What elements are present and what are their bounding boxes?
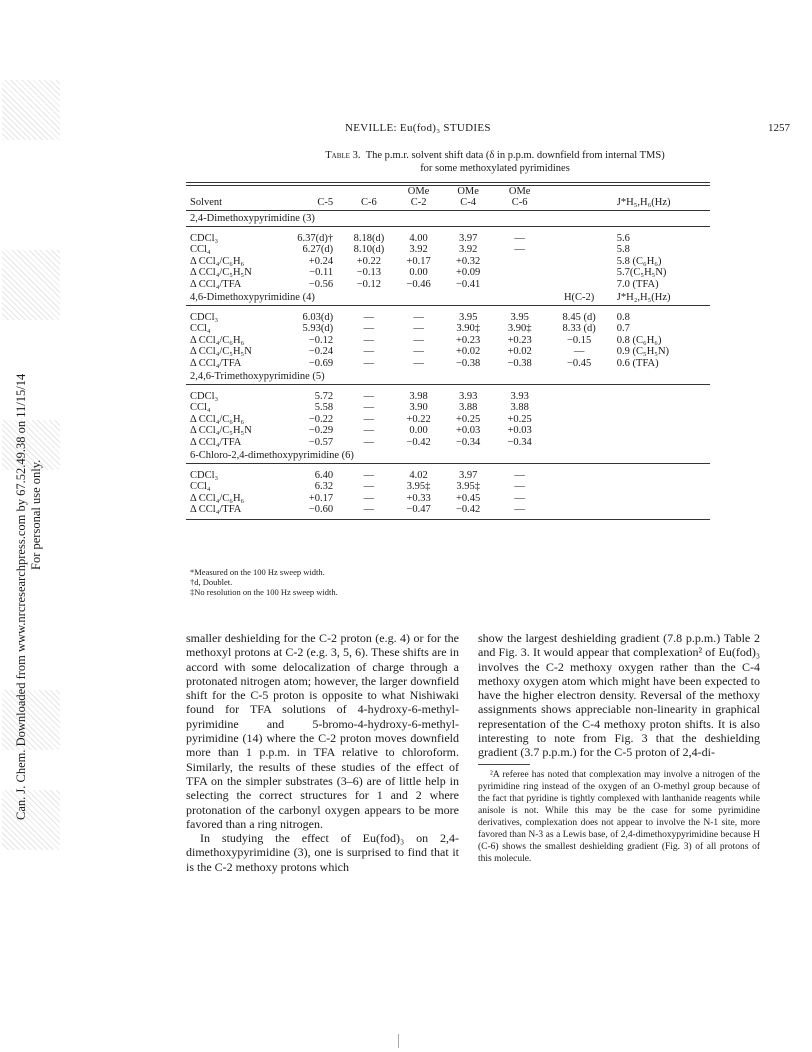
cell-c6: — (363, 436, 375, 448)
cell-c5: −0.60 (272, 504, 343, 519)
section-name: 6-Chloro-2,4-dimethoxypyrimidine (6) (186, 448, 545, 463)
cell-solvent: Δ CCl₄/C₅H₅N (190, 346, 252, 357)
cell-o4: 3.95‡ (456, 481, 480, 492)
cell-solvent: CDCl₃ (190, 469, 219, 481)
cell-hc2 (545, 279, 612, 291)
cell-c5: 6.40 (314, 469, 334, 481)
cell-o4: +0.03 (455, 425, 481, 436)
footnote: ‡No resolution on the 100 Hz sweep width. (190, 587, 338, 597)
table-row (186, 504, 710, 519)
table-row (186, 481, 710, 493)
table-row (186, 402, 710, 414)
cell-o2: — (413, 357, 424, 369)
cell-o2: −0.46 (406, 278, 431, 290)
cell-o6: 3.95 (510, 311, 529, 323)
cell-o6: 3.88 (510, 402, 529, 413)
cell-c5: −0.69 (308, 357, 334, 369)
cell-c6: — (363, 469, 375, 481)
table-row (186, 425, 710, 437)
cell-hc2: — (573, 346, 585, 357)
cell-hc2 (545, 425, 612, 437)
cell-j: 5.8 (C₆H₆) (616, 255, 662, 267)
shift-data-table (186, 182, 710, 520)
cell-solvent: CDCl₃ (190, 311, 219, 323)
cell-solvent: CDCl₃ (190, 390, 219, 402)
cell-c5: −0.22 (308, 413, 334, 425)
table-label: Table 3. (325, 150, 361, 161)
header-j: J*H₅,H₆(Hz) (613, 197, 710, 211)
cell-c6: — (363, 390, 375, 402)
cell-o6 (494, 279, 546, 291)
table-row (186, 335, 710, 347)
watermark-line-2: For personal use only. (29, 459, 43, 570)
cell-o6: — (514, 481, 525, 492)
cell-solvent: CCl₄ (190, 323, 211, 334)
cell-c6: — (363, 357, 375, 369)
cell-solvent: Δ CCl₄/C₅H₅N (190, 267, 252, 278)
footnote-2: ²A referee has noted that complexation may involve a nitrogen of the pyrimidine ring instead of the oxygen of an O-methyl group because of the fact that pyridine is tightly complexed with lanthanide reagents while anisole is not. While this may be the case for some pyrimidine derivatives, complexation does not appear to involve the N-1 site, more favored than N-3 as a Lewis base, of 2,4-dimethoxypyrimidine because H (C-6) shows the smallest deshielding gradient (Fig. 3) of all protons of this molecule. (478, 769, 760, 864)
cell-o2: — (413, 323, 424, 334)
cell-c5: 5.93(d) (302, 323, 334, 334)
section-name: 2,4,6-Trimethoxypyrimidine (5) (186, 369, 545, 384)
table-row (186, 437, 710, 449)
cell-j: 0.7 (616, 323, 630, 334)
section-header (186, 211, 710, 227)
section-j-header: J*H₂,H₅(Hz) (613, 290, 710, 305)
cell-c6: — (343, 504, 395, 519)
cell-o2: 4.02 (409, 469, 428, 481)
cell-c6: — (363, 425, 375, 436)
cell-hc2: 8.33 (d) (562, 323, 596, 334)
table-row (186, 414, 710, 426)
section-extra-header (545, 448, 612, 463)
cell-hc2 (545, 244, 612, 256)
cell-o2: 3.90 (409, 402, 428, 413)
cell-hc2 (545, 470, 612, 482)
cell-c5: 6.32 (314, 481, 334, 492)
cell-solvent: Δ CCl₄/C₆H₆ (190, 413, 245, 425)
section-header (186, 448, 710, 463)
cell-j (613, 437, 710, 449)
paragraph: In studying the effect of Eu(fod)₃ on 2,4-dimethoxypyrimidine (3), one is surprised to find that it is the C-2 methoxy protons which (186, 831, 459, 874)
cell-c6: — (363, 492, 375, 504)
cell-hc2 (545, 504, 612, 519)
table-row (186, 244, 710, 256)
cell-c6: −0.13 (356, 267, 382, 278)
cell-hc2 (545, 402, 612, 414)
left-margin (0, 0, 70, 1052)
section-header (186, 290, 710, 305)
section-extra-header (545, 211, 612, 227)
cell-o6: 3.93 (510, 390, 529, 402)
cell-hc2: −0.45 (566, 357, 592, 369)
cell-o2: +0.33 (406, 492, 431, 504)
table-body (186, 211, 710, 520)
cell-c5: −0.12 (308, 334, 334, 346)
cell-o4: +0.23 (455, 334, 481, 346)
cell-c6: −0.12 (356, 278, 382, 290)
cell-o4: 3.97 (458, 232, 478, 244)
cell-j (613, 425, 710, 437)
cell-c5: 5.58 (314, 402, 334, 413)
paragraph: show the largest deshielding gradient (7.8 p.p.m.) Table 2 and Fig. 3. It would appear that complexation² of Eu(fod)₃ involves the C-2 methoxy oxygen rather than the C-4 methoxy oxygen atom which might have been expected to have the higher electron density. Reversal of the methoxy assignments shows appreciable non-linearity in graphical representation of the C-4 methoxy proton shifts. It is also interesting to note from Fig. 3 that the deshielding gradient (3.7 p.p.m.) for the C-5 proton of 2,4-di- (478, 631, 760, 760)
cell-c5: −0.11 (309, 267, 334, 278)
footnote: †d, Doublet. (190, 577, 233, 587)
cell-hc2 (545, 414, 612, 426)
table-row (186, 358, 710, 370)
cell-o4: +0.25 (455, 413, 481, 425)
cell-o6: — (514, 492, 525, 504)
section-extra-header (545, 369, 612, 384)
cell-o4: +0.32 (455, 255, 481, 267)
cell-o4: 3.93 (458, 390, 478, 402)
header-row (186, 197, 710, 211)
table-row (186, 256, 710, 268)
section-j-header (613, 448, 710, 463)
cell-o4: 3.88 (458, 402, 478, 413)
cell-o4: −0.41 (455, 278, 481, 290)
cell-hc2 (545, 437, 612, 449)
cell-hc2: −0.15 (566, 334, 592, 346)
cell-j (613, 504, 710, 519)
cell-o2: 3.92 (409, 244, 428, 255)
cell-c5: −0.24 (308, 346, 334, 357)
body-column-right (478, 631, 760, 865)
cell-o2: — (413, 334, 424, 346)
cell-j: 5.7(C₅H₅N) (616, 267, 667, 278)
cell-o6: — (514, 244, 525, 255)
cell-j: 7.0 (TFA) (616, 278, 659, 290)
cell-hc2 (545, 267, 612, 279)
cell-j (613, 402, 710, 414)
cell-o6: +0.02 (507, 346, 532, 357)
cell-o2: −0.42 (406, 436, 431, 448)
cell-c6: — (363, 311, 375, 323)
cell-o6: +0.25 (507, 413, 532, 425)
table-row (186, 323, 710, 335)
section-name: 2,4-Dimethoxypyrimidine (3) (186, 211, 545, 227)
footnote-rule (478, 764, 530, 765)
cell-o2: 0.00 (409, 425, 428, 436)
section-header (186, 369, 710, 384)
cell-o6: +0.03 (507, 425, 532, 436)
cell-o4: +0.09 (455, 267, 481, 278)
cell-c5: −0.29 (308, 425, 334, 436)
cell-o4: +0.45 (455, 492, 481, 504)
cell-hc2 (545, 493, 612, 505)
cell-o4: 3.92 (458, 244, 478, 255)
cell-solvent: CCl₄ (190, 481, 211, 492)
header-ome-c4: C-4 (442, 197, 494, 211)
cell-j: 0.8 (C₆H₆) (616, 334, 662, 346)
table-footnotes (190, 567, 338, 597)
cell-o4: −0.38 (455, 357, 481, 369)
table-row (186, 391, 710, 403)
header-solvent: Solvent (186, 197, 272, 211)
cell-c5: +0.24 (308, 255, 334, 267)
table-row (186, 470, 710, 482)
cell-solvent: Δ CCl₄/TFA (190, 357, 242, 369)
cell-j (613, 481, 710, 493)
cell-c6: — (363, 334, 375, 346)
cell-j: 5.6 (616, 232, 630, 244)
cell-o6 (494, 256, 546, 268)
cell-o2: −0.47 (395, 504, 443, 519)
cell-o2: 0.00 (409, 267, 428, 278)
cell-o2: — (413, 311, 424, 323)
table-caption (250, 149, 740, 175)
cell-solvent: Δ CCl₄/TFA (190, 436, 242, 448)
cell-solvent: Δ CCl₄/C₆H₆ (190, 334, 245, 346)
cell-j: 0.8 (616, 311, 630, 323)
cell-c6: — (363, 346, 375, 357)
table-row (186, 346, 710, 358)
section-extra-header: H(C-2) (545, 290, 612, 305)
cell-hc2 (545, 481, 612, 493)
cell-c5: 6.27(d) (302, 244, 334, 255)
header-ome-c2: C-2 (395, 197, 443, 211)
cell-solvent: Δ CCl₄/TFA (186, 504, 272, 519)
caption-text-2: for some methoxylated pyrimidines (420, 163, 570, 174)
footnote: *Measured on the 100 Hz sweep width. (190, 567, 325, 577)
cell-o6: +0.23 (507, 334, 532, 346)
cell-o2: 3.98 (409, 390, 428, 402)
cell-c6: — (363, 402, 375, 413)
cell-solvent: CCl₄ (190, 244, 211, 255)
header-c6: C-6 (343, 197, 395, 211)
cell-o4: 3.90‡ (456, 323, 480, 334)
cell-solvent: Δ CCl₄/C₅H₅N (190, 425, 252, 436)
cell-c5: −0.56 (308, 278, 334, 290)
watermark-line-1: Can. J. Chem. Downloaded from www.nrcresearchpress.com by 67.52.49.38 on 11/15/14 (14, 373, 28, 820)
cell-o6: 3.90‡ (507, 323, 532, 334)
cell-c5: 6.03(d) (302, 311, 334, 323)
section-name: 4,6-Dimethoxypyrimidine (4) (186, 290, 545, 305)
cell-hc2: 8.45 (d) (562, 311, 596, 323)
paragraph: smaller deshielding for the C-2 proton (e.g. 4) or for the methoxyl protons at C-2 (e.g. 3, 5, 6). These shifts are in accord with some delocalization of charge through a protonated nitrogen atom; however, the larger downfield shift for the C-5 proton is opposite to what Nishiwaki found for TFA solutions of 4-hydroxy-6-methyl-pyrimidine and 5-bromo-4-hydroxy-6-methyl-pyrimidine (14) where the C-2 proton moves downfield more than 1 p.p.m. in TFA relative to chloroform. Similarly, the results of these studies of the effect of TFA on the simpler substrates (3–6) are of little help in selecting the correct structures for 1 and 2 where protonation of the carbonyl oxygen appears to be more favored than a ring nitrogen. (186, 631, 459, 831)
table-row (186, 233, 710, 245)
cell-c6: 8.10(d) (353, 244, 385, 255)
cell-j: 5.8 (616, 244, 630, 255)
cell-j (613, 414, 710, 426)
cell-o2: 4.00 (409, 232, 428, 244)
cell-solvent: Δ CCl₄/TFA (190, 278, 242, 290)
header-ome-c6: C-6 (494, 197, 546, 211)
cell-solvent: CDCl₃ (190, 232, 219, 244)
running-title: NEVILLE: Eu(fod)₃ STUDIES (345, 122, 491, 134)
cell-o4: 3.95 (458, 311, 478, 323)
cell-solvent: Δ CCl₄/C₆H₆ (190, 255, 245, 267)
table-row (186, 279, 710, 291)
cell-o4: +0.02 (455, 346, 481, 357)
cell-j (613, 391, 710, 403)
download-watermark (14, 120, 44, 820)
cell-o6: — (494, 504, 546, 519)
cell-o6: — (514, 469, 525, 481)
cell-o6 (494, 267, 546, 279)
caption-text: The p.m.r. solvent shift data (δ in p.p.m. downfield from internal TMS) (365, 150, 665, 161)
cell-c6: — (363, 413, 375, 425)
cell-o4: 3.97 (458, 469, 478, 481)
cell-c6: +0.22 (356, 255, 382, 267)
cell-o2: — (413, 346, 424, 357)
page-mark (398, 1034, 399, 1048)
cell-c6: — (363, 481, 375, 492)
cell-o4: −0.34 (455, 436, 481, 448)
cell-o2: 3.95‡ (406, 481, 431, 492)
cell-solvent: Δ CCl₄/C₆H₆ (190, 492, 245, 504)
cell-c6: — (363, 323, 375, 334)
cell-hc2 (545, 233, 612, 245)
cell-o2: +0.17 (406, 255, 431, 267)
body-column-left (186, 631, 459, 874)
cell-j (613, 470, 710, 482)
cell-hc2 (545, 391, 612, 403)
section-j-header (613, 211, 710, 227)
cell-j (613, 493, 710, 505)
cell-o6: −0.38 (507, 357, 532, 369)
page-number: 1257 (768, 122, 790, 134)
section-j-header (613, 369, 710, 384)
cell-c5: 6.37(d)† (297, 232, 334, 244)
table-row (186, 493, 710, 505)
header-c5: C-5 (272, 197, 343, 211)
table-row (186, 267, 710, 279)
cell-o2: +0.22 (406, 413, 431, 425)
cell-o6: — (514, 232, 525, 244)
cell-c5: +0.17 (308, 492, 334, 504)
cell-solvent: CCl₄ (190, 402, 211, 413)
cell-j: 0.6 (TFA) (616, 357, 659, 369)
cell-c5: 5.72 (314, 390, 334, 402)
cell-hc2 (545, 256, 612, 268)
header-row-top: OMe OMe OMe (407, 186, 531, 197)
cell-j: 0.9 (C₅H₅N) (616, 346, 670, 357)
cell-o4: −0.42 (442, 504, 494, 519)
cell-c5: −0.57 (308, 436, 334, 448)
cell-c6: 8.18(d) (353, 232, 385, 244)
cell-o6: −0.34 (507, 436, 532, 448)
table-row (186, 312, 710, 324)
